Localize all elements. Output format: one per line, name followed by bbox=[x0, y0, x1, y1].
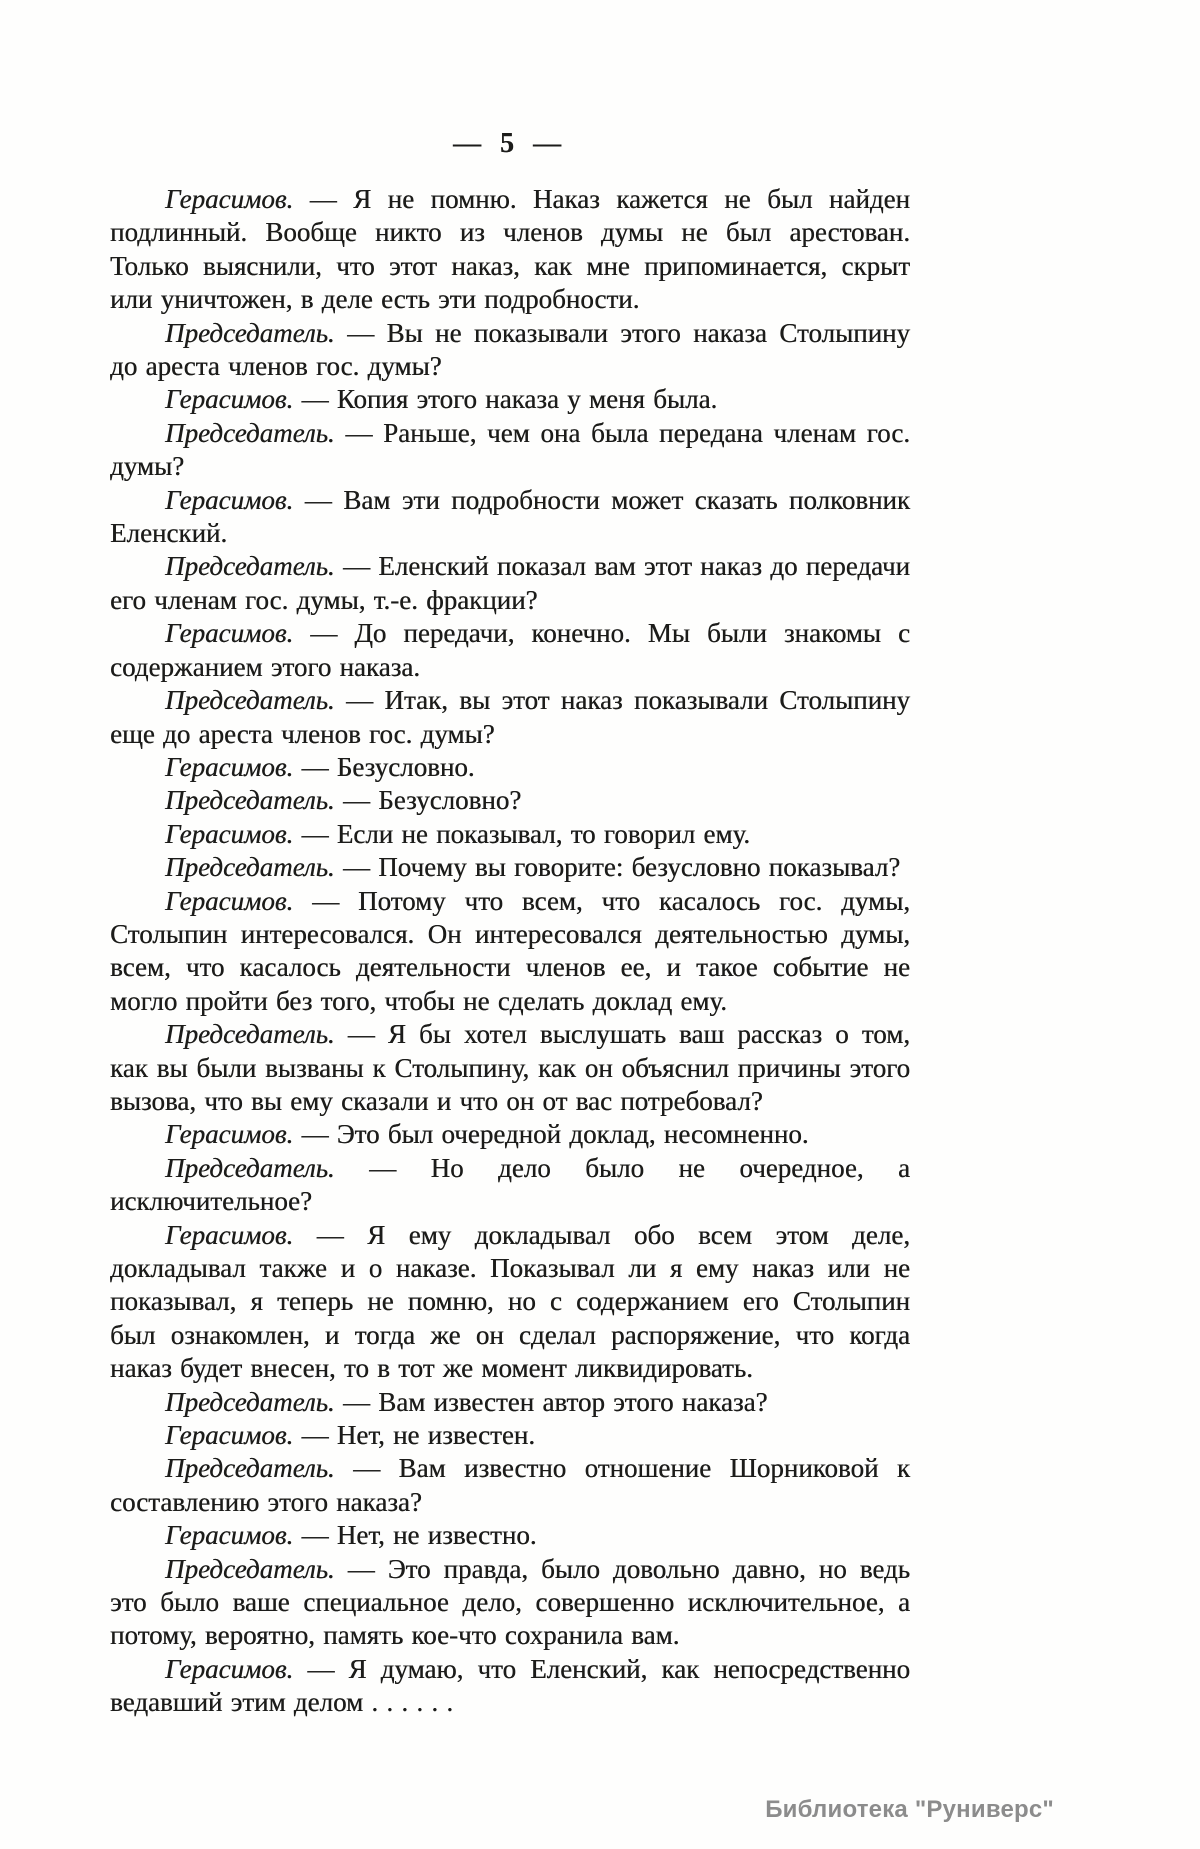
dialogue-paragraph bbox=[110, 1553, 910, 1653]
dialogue-paragraph bbox=[110, 751, 910, 784]
speaker-name: Герасимов. bbox=[165, 1520, 294, 1551]
speaker-name: Герасимов. bbox=[165, 184, 294, 214]
dialogue-paragraph bbox=[110, 617, 910, 684]
dialogue-paragraph bbox=[110, 1386, 910, 1419]
speaker-name: Герасимов. bbox=[165, 751, 294, 782]
dialogue-text: — Вам известен автор этого наказа? bbox=[334, 1386, 768, 1417]
dialogue-text: — Безусловно. bbox=[293, 751, 475, 782]
speaker-name: Герасимов. bbox=[165, 1119, 294, 1150]
dialogue-paragraph bbox=[110, 183, 910, 317]
dialogue-text: — Я ему докладывал обо всем этом деле, докладывал также и о наказе. Показывал ли я ему наказ или не показывал, я теперь не помню, но с содержанием его Столыпин был ознакомлен, и тогда же он сделал распоряжение, что когда наказ будет внесен, то в тот же момент ликвидировать. bbox=[110, 1219, 910, 1384]
dialogue-text: — Копия этого наказа у меня была. bbox=[293, 384, 718, 415]
dialogue-paragraph bbox=[110, 550, 910, 617]
dialogue-text: — Еленский показал вам этот наказ до передачи его членам гос. думы, т.-е. фракции? bbox=[110, 551, 910, 615]
dialogue-paragraph bbox=[110, 1018, 910, 1118]
dialogue-paragraph bbox=[110, 1419, 910, 1452]
dialogue-paragraph bbox=[110, 317, 910, 384]
speaker-name: Герасимов. bbox=[165, 1653, 294, 1684]
speaker-name: Председатель. bbox=[165, 1386, 335, 1417]
speaker-name: Председатель. bbox=[165, 551, 335, 582]
dialogue-paragraph bbox=[110, 1152, 910, 1219]
transcript-text-block bbox=[110, 183, 910, 1720]
dialogue-paragraph bbox=[110, 684, 910, 751]
speaker-name: Герасимов. bbox=[165, 1219, 294, 1250]
dialogue-paragraph bbox=[110, 1653, 910, 1720]
dialogue-paragraph bbox=[110, 1118, 910, 1151]
dialogue-text: — Вам известно отношение Шорниковой к составлению этого наказа? bbox=[110, 1453, 910, 1517]
dialogue-text: — Я думаю, что Еленский, как непосредственно ведавший этим делом . . . . . . bbox=[110, 1653, 910, 1718]
speaker-name: Председатель. bbox=[165, 317, 335, 348]
dialogue-text: — Нет, не известен. bbox=[293, 1420, 535, 1451]
dialogue-text: — Почему вы говорите: безусловно показывал? bbox=[334, 852, 901, 883]
dialogue-paragraph bbox=[110, 1519, 910, 1552]
dialogue-text: — Нет, не известно. bbox=[293, 1520, 537, 1551]
dialogue-text: — Безусловно? bbox=[334, 785, 522, 816]
dialogue-paragraph bbox=[110, 1219, 910, 1386]
speaker-name: Председатель. bbox=[165, 1152, 335, 1183]
dialogue-text: — Потому что всем, что касалось гос. думы, Столыпин интересовался. Он интересовался деятельностью думы, всем, что касалось деятельности членов ее, и такое событие не могло пройти без того, чтобы не сделать доклад ему. bbox=[110, 885, 910, 1016]
speaker-name: Председатель. bbox=[165, 1553, 335, 1584]
dialogue-text: — Я бы хотел выслушать ваш рассказ о том, как вы были вызваны к Столыпину, как он объяснил причины этого вызова, что вы ему сказали и что он от вас потребовал? bbox=[110, 1019, 910, 1116]
dialogue-text: — Вы не показывали этого наказа Столыпину до ареста членов гос. думы? bbox=[110, 317, 910, 382]
dialogue-text: — Раньше, чем она была передана членам гос. думы? bbox=[110, 417, 910, 482]
speaker-name: Председатель. bbox=[165, 417, 335, 448]
speaker-name: Председатель. bbox=[165, 852, 335, 883]
dialogue-paragraph bbox=[110, 784, 910, 817]
speaker-name: Председатель. bbox=[165, 1453, 335, 1484]
dialogue-text: — Вам эти подробности может сказать полковник Еленский. bbox=[110, 484, 910, 549]
speaker-name: Герасимов. bbox=[165, 818, 294, 849]
dialogue-paragraph bbox=[110, 1452, 910, 1519]
library-watermark: Библиотека "Руниверс" bbox=[765, 1796, 1054, 1823]
dialogue-text: — Итак, вы этот наказ показывали Столыпину еще до ареста членов гос. думы? bbox=[110, 685, 910, 749]
speaker-name: Герасимов. bbox=[165, 384, 294, 415]
dialogue-paragraph bbox=[110, 885, 910, 1019]
page-number: — 5 — bbox=[453, 128, 567, 159]
speaker-name: Герасимов. bbox=[165, 484, 294, 515]
speaker-name: Председатель. bbox=[165, 685, 335, 716]
speaker-name: Герасимов. bbox=[165, 618, 294, 649]
dialogue-text: — Это правда, было довольно давно, но ведь это было ваше специальное дело, совершенно исключительное, а потому, вероятно, память кое-что сохранила вам. bbox=[110, 1553, 910, 1651]
dialogue-text: — Я не помню. Наказ кажется не был найден подлинный. Вообще никто из членов думы не был арестован. Только выяснили, что этот наказ, как мне припоминается, скрыт или уничтожен, в деле есть эти подробности. bbox=[110, 184, 910, 315]
dialogue-paragraph bbox=[110, 818, 910, 851]
dialogue-text: — До передачи, конечно. Мы были знакомы с содержанием этого наказа. bbox=[110, 618, 910, 682]
speaker-name: Герасимов. bbox=[165, 885, 294, 916]
speaker-name: Председатель. bbox=[165, 1019, 335, 1050]
dialogue-text: — Если не показывал, то говорил ему. bbox=[293, 818, 751, 849]
speaker-name: Председатель. bbox=[165, 785, 335, 816]
speaker-name: Герасимов. bbox=[165, 1420, 294, 1451]
dialogue-paragraph bbox=[110, 851, 910, 884]
dialogue-paragraph bbox=[110, 417, 910, 484]
dialogue-paragraph bbox=[110, 484, 910, 551]
dialogue-text: — Но дело было не очередное, а исключительное? bbox=[110, 1152, 910, 1217]
dialogue-text: — Это был очередной доклад, несомненно. bbox=[293, 1119, 809, 1150]
dialogue-paragraph bbox=[110, 383, 910, 416]
